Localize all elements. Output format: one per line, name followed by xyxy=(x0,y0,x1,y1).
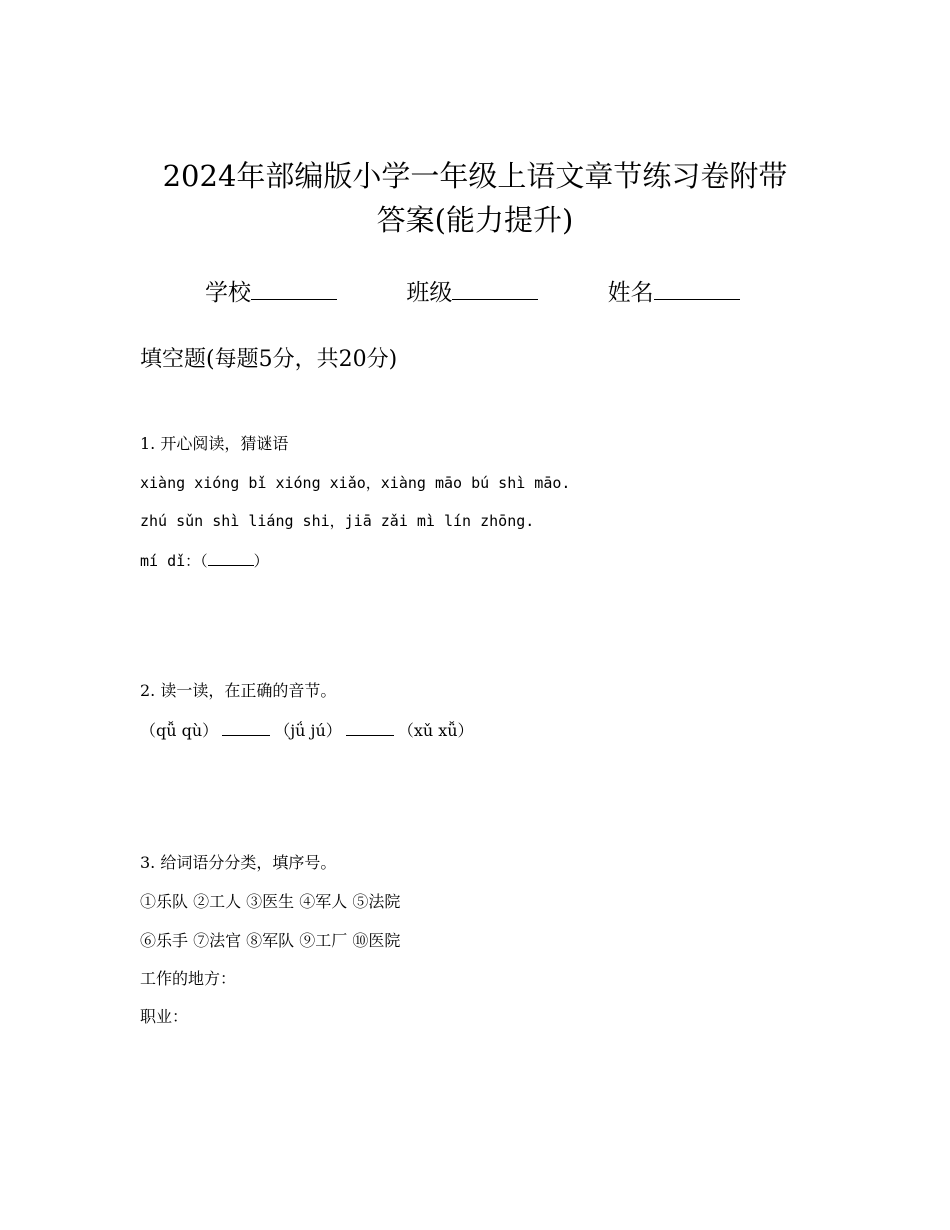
name-blank[interactable] xyxy=(654,275,740,300)
q3-words-row2: ⑥乐手 ⑦法官 ⑧军队 ⑨工厂 ⑩医院 xyxy=(140,931,401,950)
q2-title: 2. 读一读，在正确的音节。 xyxy=(140,681,337,700)
q2-blank-2[interactable] xyxy=(346,717,394,736)
page-title-line1: 2024年部编版小学一年级上语文章节练习卷附带 xyxy=(162,159,788,193)
school-label: 学校 xyxy=(205,280,251,306)
q2-option-1: （qǚ qù） xyxy=(140,721,219,740)
school-blank[interactable] xyxy=(251,275,337,300)
name-field xyxy=(608,275,740,310)
student-info-row xyxy=(205,275,740,310)
q2-option-2: （jǘ jú） xyxy=(274,721,342,740)
class-label: 班级 xyxy=(406,280,453,306)
q2-option-3: （xǔ xǚ） xyxy=(397,721,474,740)
q1-answer-suffix: ） xyxy=(253,552,269,570)
q1-answer-blank[interactable] xyxy=(208,547,254,566)
q3-job-label: 职业： xyxy=(140,1007,189,1026)
q3-workplace-label: 工作的地方： xyxy=(140,969,237,988)
q2-options-line xyxy=(140,717,474,744)
class-field xyxy=(406,275,538,310)
q1-title: 1. 开心阅读，猜谜语 xyxy=(140,434,289,453)
section-heading: 填空题(每题5分，共20分) xyxy=(140,347,398,372)
page-title-line2: 答案(能力提升) xyxy=(376,203,574,237)
q2-blank-1[interactable] xyxy=(222,717,270,736)
name-label: 姓名 xyxy=(607,280,654,306)
q1-answer-line xyxy=(140,547,269,574)
q1-pinyin-line1: xiàng xióng bǐ xióng xiǎo，xiàng māo bú shì māo. xyxy=(140,474,571,492)
class-blank[interactable] xyxy=(452,275,538,300)
q1-answer-prefix: mí dǐ：（ xyxy=(140,552,208,570)
q1-pinyin-line2: zhú sǔn shì liáng shi，jiā zǎi mì lín zhōng. xyxy=(140,512,535,530)
q3-title: 3. 给词语分分类，填序号。 xyxy=(140,853,337,872)
school-field xyxy=(205,275,337,310)
q3-words-row1: ①乐队 ②工人 ③医生 ④军人 ⑤法院 xyxy=(140,892,401,911)
